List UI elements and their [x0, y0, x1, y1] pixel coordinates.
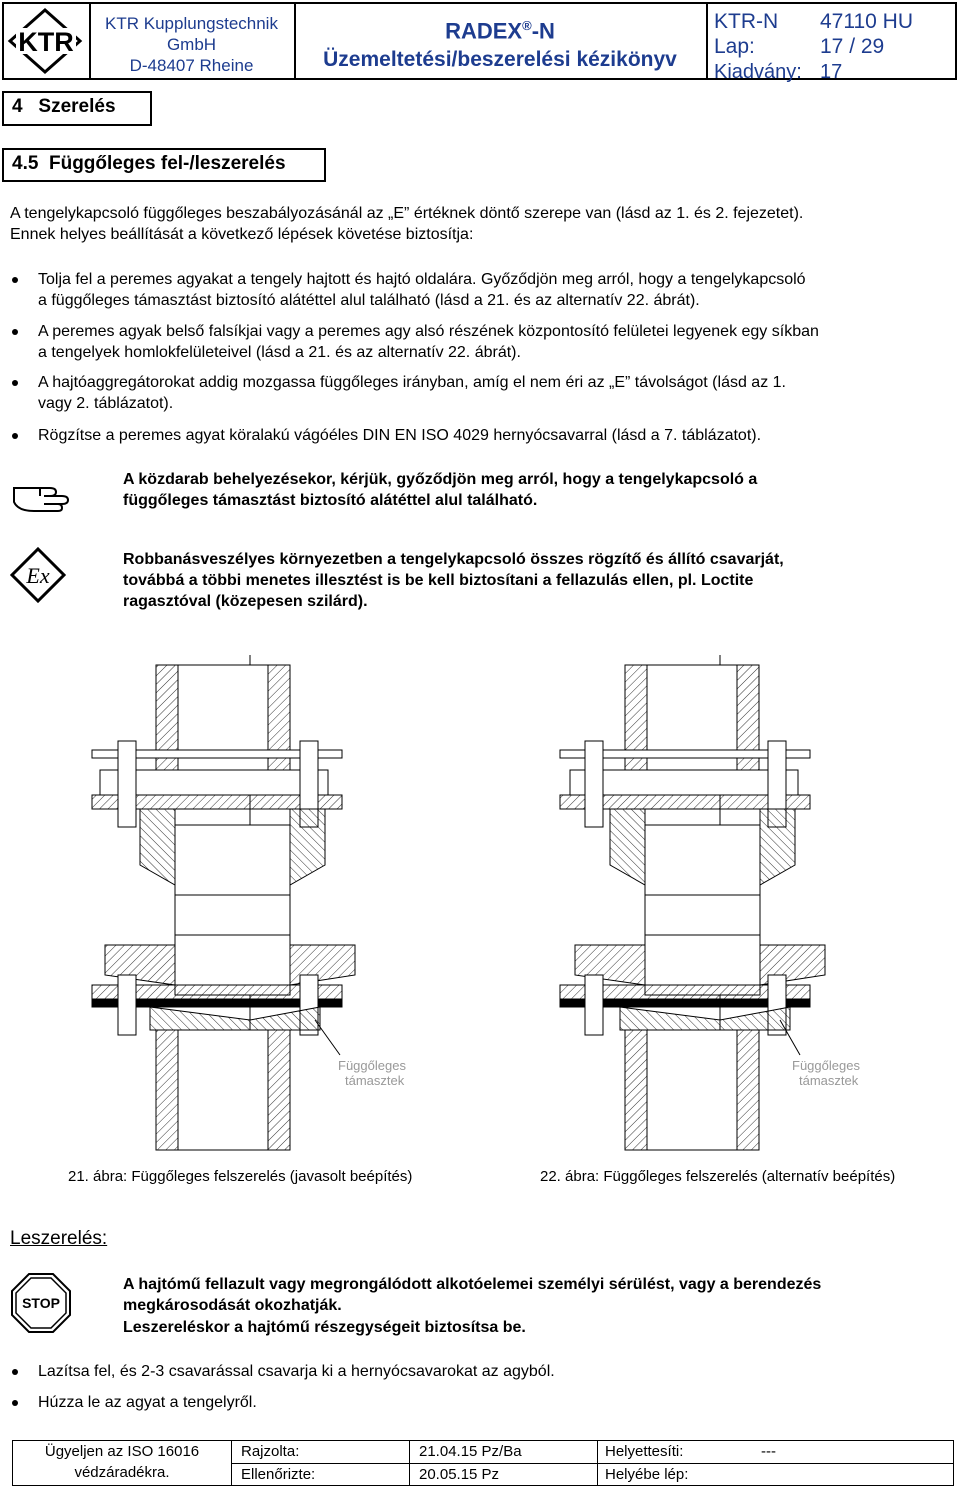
section-number: 4	[12, 96, 23, 117]
list-item	[12, 1392, 947, 1413]
stop-warning-line-2: megkárosodását okozhatják.	[123, 1297, 342, 1314]
list-item	[12, 1361, 947, 1382]
page-label: Lap:	[714, 35, 755, 58]
page-number	[714, 35, 884, 59]
ex-warning-line-3: ragasztóval (közepesen szilárd).	[123, 593, 368, 610]
doc-id-label: KTR-N	[714, 10, 779, 33]
checked-value: 20.05.15 Pz	[419, 1466, 500, 1483]
section-title: Szerelés	[38, 96, 116, 117]
doc-title: RADEX®-N	[445, 18, 555, 44]
ex-warning-line-2: továbbá a többi menetes illesztést is be kell biztosítani a fellazulás ellen, pl. Loctite	[123, 572, 754, 589]
company-block	[89, 4, 296, 78]
figure-22-drawing	[560, 655, 860, 1150]
list-item-line: A peremes agyak belső falsíkjai vagy a peremes agy alsó részének központosító felületei legyenek egy síkban	[38, 323, 819, 340]
list-item	[12, 269, 947, 311]
list-item-line: vagy 2. táblázatot).	[38, 395, 174, 412]
figure-22-caption: 22. ábra: Függőleges felszerelés (alternatív beépítés)	[540, 1168, 896, 1185]
list-item-line: A hajtóaggregátorokat addig mozgassa függőleges irányban, amíg el nem éri az „E” távolságot (lásd az 1.	[38, 374, 786, 391]
ktr-logo-icon	[4, 4, 87, 78]
company-name: KTR Kupplungstechnik	[105, 14, 278, 33]
figure-21-drawing	[92, 655, 406, 1150]
document-header	[2, 2, 957, 83]
list-item-line: Rögzítse a peremes agyat köralakú vágóéles DIN EN ISO 4029 hernyócsavarral (lásd a 7. táblázatot).	[38, 427, 762, 444]
list-item	[12, 425, 947, 446]
intro-line-1: A tengelykapcsoló függőleges beszabályozásánál az „E” értéknek döntő szerepe van (lásd az 1. és 2. fejezetet).	[10, 205, 804, 222]
bullet-icon	[12, 1369, 18, 1375]
list-item-line: Tolja fel a peremes agyakat a tengely hajtott és hajtó oldalára. Győződjön meg arról, hogy a tengelykapcsoló	[38, 271, 806, 288]
note-line-1: A közdarab behelyezésekor, kérjük, győződjön meg arról, hogy a tengelykapcsoló a	[123, 471, 758, 488]
drawn-label: Rajzolta:	[241, 1443, 300, 1460]
bullet-icon	[12, 380, 18, 386]
stop-warning-line-3: Leszereléskor a hajtómű részegységeit biztosítsa be.	[123, 1319, 526, 1336]
figure-21-label: Függőleges támasztek	[338, 1058, 406, 1088]
doc-title-main: RADEX	[445, 18, 523, 44]
list-item	[12, 321, 947, 363]
edition-label: Kiadvány:	[714, 61, 802, 83]
assembly-drawings	[0, 645, 960, 1165]
figure-21-caption: 21. ábra: Függőleges felszerelés (javasolt beépítés)	[68, 1168, 413, 1185]
note-line-2: függőleges támasztást biztosító alátéttel alul található.	[123, 492, 538, 509]
doc-id-value: 47110 HU	[820, 10, 914, 33]
svg-text:KTR: KTR	[18, 27, 74, 57]
subsection-heading	[2, 148, 326, 182]
explosion-protection-icon	[10, 547, 66, 603]
doc-id	[714, 10, 913, 34]
list-item-line: a függőleges támasztást biztosító alátéttel alul található (lásd a 21. és az alternatív 22. ábrát).	[38, 292, 700, 309]
replaces-label: Helyettesíti:	[605, 1443, 684, 1460]
edition	[714, 60, 842, 84]
edition-value: 17	[820, 61, 843, 83]
bullet-icon	[12, 433, 18, 439]
doc-title-suffix: -N	[531, 18, 555, 44]
pointing-hand-icon	[10, 474, 86, 514]
iso-note-line-1: Ügyeljen az ISO 16016	[44, 1443, 200, 1460]
subsection-number: 4.5	[12, 153, 39, 174]
list-item-line: a tengelyek homlokfelületeivel (lásd a 21. és az alternatív 22. ábrát).	[38, 344, 521, 361]
iso-note-line-2: védzáradékra.	[74, 1464, 170, 1481]
replaces-value: ---	[761, 1443, 776, 1460]
figure-22-label: Függőleges támasztek	[792, 1058, 860, 1088]
list-item-line: Húzza le az agyat a tengelyről.	[38, 1394, 257, 1411]
intro-line-2: Ennek helyes beállítását a következő lépések követése biztosítja:	[10, 226, 474, 243]
company-type: GmbH	[166, 35, 217, 54]
bullet-icon	[12, 329, 18, 335]
stop-warning-line-1: A hajtómű fellazult vagy megrongálódott alkotóelemei személyi sérülést, vagy a berendezés	[123, 1276, 822, 1293]
bullet-icon	[12, 1400, 18, 1406]
section-heading	[2, 91, 152, 126]
divider	[231, 1463, 953, 1464]
page-value: 17 / 29	[820, 35, 885, 58]
document-footer	[12, 1440, 954, 1486]
title-block	[294, 4, 708, 78]
stop-icon	[10, 1272, 72, 1334]
replaced-by-label: Helyébe lép:	[605, 1466, 689, 1483]
stop-icon-text: STOP	[22, 1295, 60, 1311]
drawn-value: 21.04.15 Pz/Ba	[419, 1443, 522, 1460]
ex-warning-line-1: Robbanásveszélyes környezetben a tengelykapcsoló összes rögzítő és állító csavarját,	[123, 551, 784, 568]
bullet-icon	[12, 277, 18, 283]
list-item-line: Lazítsa fel, és 2-3 csavarással csavarja ki a hernyócsavarokat az agyból.	[38, 1363, 555, 1380]
subsection-title: Függőleges fel-/leszerelés	[48, 153, 286, 174]
ex-icon-text: Ex	[26, 563, 50, 588]
doc-subtitle: Üzemeltetési/beszerelési kézikönyv	[323, 48, 677, 71]
list-item	[12, 372, 947, 414]
meta-block	[706, 4, 955, 83]
company-address: D-48407 Rheine	[129, 56, 254, 75]
ktr-logo	[4, 4, 91, 78]
checked-label: Ellenőrizte:	[241, 1466, 316, 1483]
disassembly-heading: Leszerelés:	[10, 1228, 108, 1249]
